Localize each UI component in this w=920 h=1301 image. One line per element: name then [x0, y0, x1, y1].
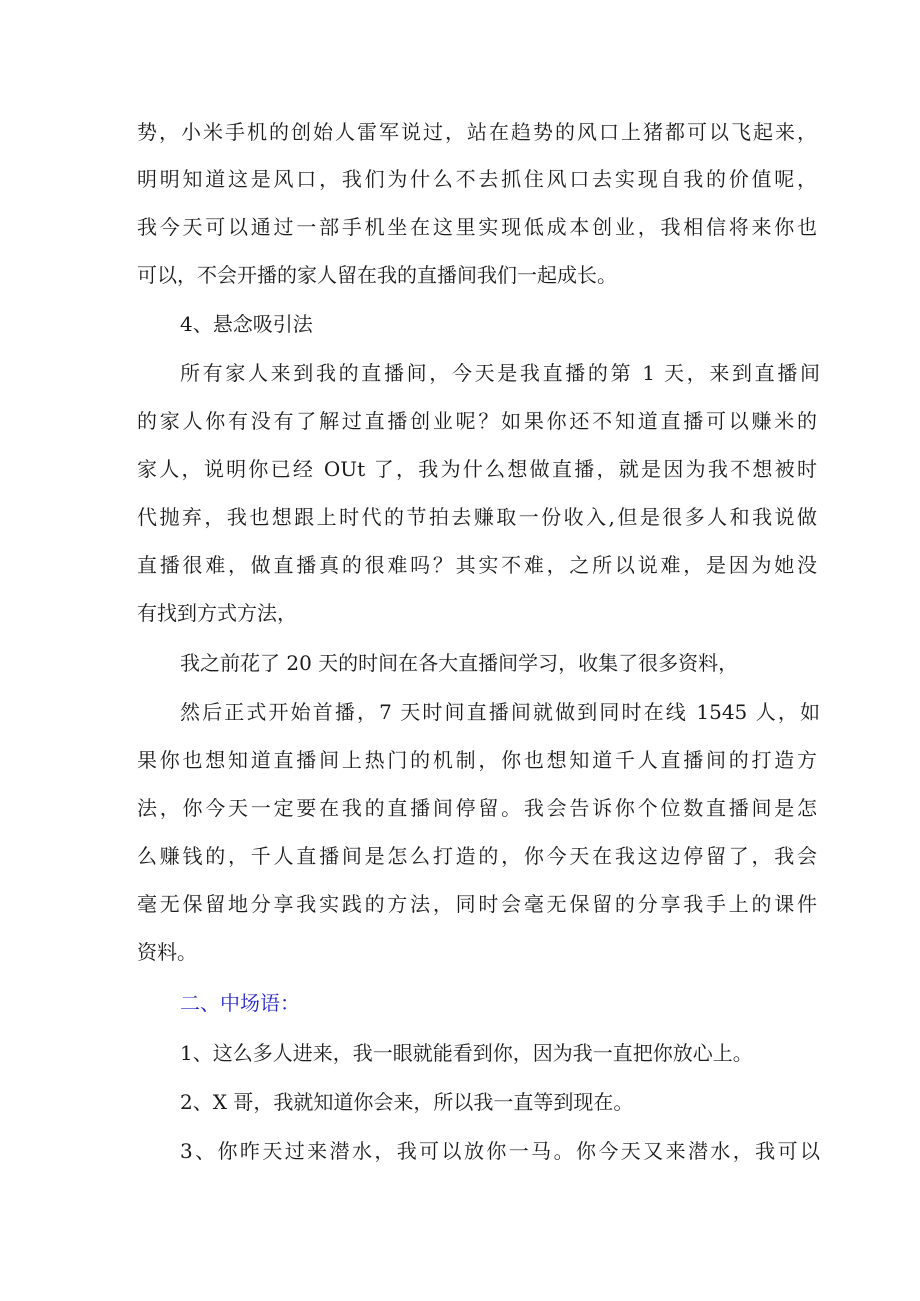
- paragraph-line: 明明知道这是风口，我们为什么不去抓住风口去实现自我的价值呢，: [137, 167, 817, 191]
- paragraph-line: 我今天可以通过一部手机坐在这里实现低成本创业，我相信将来你也: [137, 215, 817, 239]
- paragraph-line: 法，你今天一定要在我的直播间停留。我会告诉你个位数直播间是怎: [137, 796, 817, 820]
- list-item: 3、你昨天过来潜水，我可以放你一马。你今天又来潜水，我可以: [180, 1139, 820, 1163]
- paragraph-line: 我之前花了 20 天的时间在各大直播间学习，收集了很多资料，: [180, 651, 739, 675]
- paragraph-line: 资料。: [137, 940, 197, 964]
- paragraph-line: 果你也想知道直播间上热门的机制，你也想知道千人直播间的打造方: [137, 748, 817, 772]
- paragraph-line: 的家人你有没有了解过直播创业呢？如果你还不知道直播可以赚米的: [137, 409, 817, 433]
- paragraph-line: 势，小米手机的创始人雷军说过，站在趋势的风口上猪都可以飞起来，: [137, 120, 817, 144]
- paragraph-line: 么赚钱的，千人直播间是怎么打造的，你今天在我这边停留了，我会: [137, 844, 817, 868]
- paragraph-line: 有找到方式方法，: [137, 601, 297, 625]
- paragraph-line: 家人，说明你已经 OUt 了，我为什么想做直播，就是因为我不想被时: [137, 457, 817, 481]
- paragraph-line: 直播很难，做直播真的很难吗？其实不难，之所以说难，是因为她没: [137, 553, 817, 577]
- paragraph-line: 毫无保留地分享我实践的方法，同时会毫无保留的分享我手上的课件: [137, 892, 817, 916]
- section-heading: 二、中场语：: [180, 991, 300, 1015]
- list-item: 2、X 哥，我就知道你会来，所以我一直等到现在。: [180, 1090, 634, 1114]
- paragraph-line: 可以，不会开播的家人留在我的直播间我们一起成长。: [137, 263, 617, 287]
- paragraph-line: 代抛弃，我也想跟上时代的节拍去赚取一份收入,但是很多人和我说做: [137, 505, 817, 529]
- paragraph-line: 所有家人来到我的直播间，今天是我直播的第 1 天，来到直播间: [180, 361, 820, 385]
- paragraph-line: 然后正式开始首播，7 天时间直播间就做到同时在线 1545 人，如: [180, 700, 820, 724]
- section-heading: 4、悬念吸引法: [180, 312, 313, 336]
- list-item: 1、这么多人进来，我一眼就能看到你，因为我一直把你放心上。: [180, 1041, 753, 1065]
